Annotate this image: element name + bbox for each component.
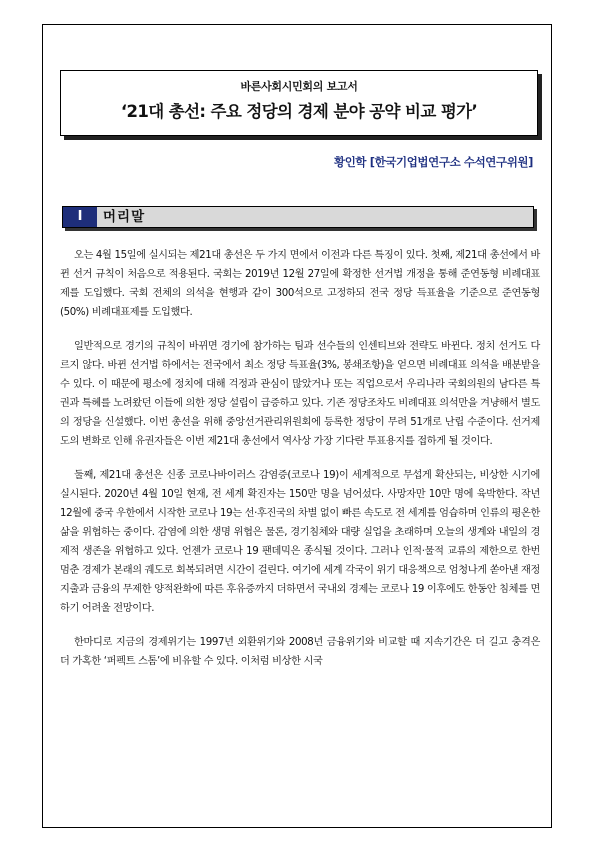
paragraph: 한마디로 지금의 경제위기는 1997년 외환위기와 2008년 금융위기와 비교할 때 지속기간은 더 길고 충격은 더 가혹한 ‘퍼펙트 스톰’에 비유할 수 있다. 이처럼 비상한 시국 — [60, 637, 540, 667]
paragraph: 오는 4월 15일에 실시되는 제21대 총선은 두 가지 면에서 이전과 다른 특징이 있다. 첫째, 제21대 총선에서 바뀐 선거 규칙이 처음으로 적용된다. 국회는 2019년 12월 27일에 확정한 선거법 개정을 통해 준연동형 비례대표제를 도입했다. 국회 전체의 의석을 현행과 같이 300석으로 고정하되 전국 정당 득표율을 기준으로 준연동형(50%) 비례대표제를 도입했다. — [60, 250, 540, 318]
paragraph: 일반적으로 경기의 규칙이 바뀌면 경기에 참가하는 팀과 선수들의 인센티브와 전략도 바뀐다. 정치 선거도 다르지 않다. 바뀐 선거법 하에서는 전국에서 최소 정당 득표율(3%, 봉쇄조항)을 얻으면 비례대표 의석을 배분받을 수 있다. 이 때문에 평소에 정치에 대해 걱정과 관심이 많았거나 또는 직업으로서 우리나라 국회의원의 남다른 특권과 특혜를 노려왔던 이들에 의한 정당 설립이 급증하고 있다. 기존 정당조차도 비례대표 의석만을 겨냥해서 별도의 정당을 신설했다. 이번 총선을 위해 중앙선거관리위원회에 등록한 정당이 무려 51개로 난립 수준이다. 선거제도의 변화로 인해 유권자들은 이번 제21대 총선에서 역사상 가장 기다란 투표용지를 접하게 될 것이다. — [60, 341, 540, 447]
title-box — [60, 70, 538, 136]
body-text — [60, 246, 540, 686]
section-heading — [62, 206, 534, 228]
report-label: 바른사회시민회의 보고서 — [240, 80, 358, 93]
section-title: 머리말 — [103, 209, 146, 225]
paragraph: 둘째, 제21대 총선은 신종 코로나바이러스 감염증(코로나 19)이 세계적으로 무섭게 확산되는, 비상한 시기에 실시된다. 2020년 4월 10일 현재, 전 세계 확진자는 150만 명을 넘어섰다. 사망자만 10만 명에 육박한다. 작년 12월에 중국 우한에서 시작한 코로나 19는 선·후진국의 차별 없이 빠른 속도로 전 세계를 엄습하며 인류의 평온한 삶을 위협하는 중이다. 감염에 의한 생명 위협은 물론, 경기침체와 대량 실업을 초래하며 오늘의 생계와 내일의 경제적 생존을 위협하고 있다. 언젠가 코로나 19 팬데믹은 종식될 것이다. 그러나 인적·물적 교류의 제한으로 한번 멈춘 경제가 본래의 궤도로 회복되려면 시간이 걸린다. 여기에 세계 각국이 위기 대응책으로 엄청나게 쏟아낸 재정지출과 금융의 무제한 양적완화에 따른 후유증까지 더하면서 국내외 경제는 코로나 19 이후에도 한동안 침체를 면하기 어려울 전망이다. — [60, 470, 540, 614]
author-line: 황인학 [한국기업법연구소 수석연구위원] — [334, 155, 533, 169]
section-number: I — [63, 207, 97, 227]
report-title: ‘21대 총선: 주요 정당의 경제 분야 공약 비교 평가’ — [120, 102, 478, 121]
